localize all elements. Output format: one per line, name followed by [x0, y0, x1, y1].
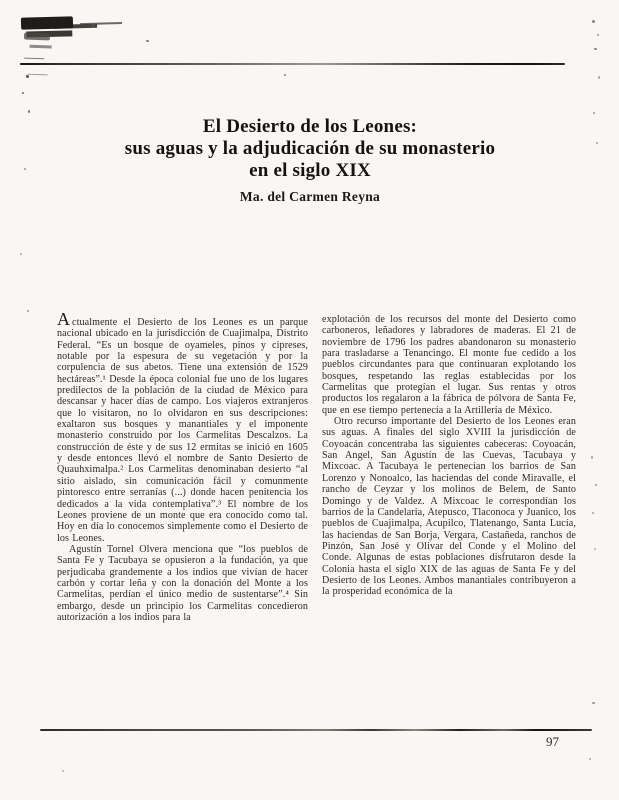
scan-speck [284, 74, 286, 76]
page-number: 97 [546, 734, 559, 749]
scan-speck [28, 110, 30, 113]
paragraph: Actualmente el Desierto de los Leones es un parque nacional ubicado en la jurisdicción de Cuajimalpa, Distrito Federal. “Es un bosque de oyameles, pinos y cipreses, notable por la espesura de su vegetación y por la corpulencia de sus abetos. Tiene una extensión de 1529 hectáreas”.¹ Desde la época colonial fue uno de los lugares predilectos de la población de la ciudad de México para descansar y hacer días de campo. Los viajeros extranjeros que lo visitaron, no lo olvidaron en sus descripciones: exaltaron sus bosques y manantiales y el imponente monasterio construido por los Carmelitas Descalzos. La construcción de éste y de sus 12 ermitas se inició en 1605 y desde entonces llevó el nombre de Santo Desierto de Quauhximalpa.² Los Carmelitas denominaban desierto “al sitio aislado, sin comunicación fácil y comunmente pintoresco entre serranías (...) donde hacen penitencia los dedicados a la vida contemplativa”.³ El nombre de los Leones proviene de un monte que era conocido como tal. Hoy en día lo conocemos simplemente como el Desierto de los Leones. [57, 309, 308, 544]
scan-speck [596, 142, 598, 144]
article-title-line-1: El Desierto de los Leones: [202, 116, 418, 137]
scan-speck [24, 168, 26, 170]
scan-speck [26, 75, 29, 78]
scan-speck [597, 34, 599, 36]
scan-speck [592, 702, 595, 704]
scan-speck [92, 24, 95, 26]
paragraph: Agustín Tornel Olvera menciona que “los pueblos de Santa Fe y Tacubaya se opusieron a la fundación, ya que perjudicaba grandemente a los indios que vivían de hacer carbón y cortar leña y con la donación del Monte a los Carmelitas, perdían el único medio de sustentarse”.⁴ Sin embargo, desde un principio los Carmelitas concedieron autorización a los indios para la [57, 543, 308, 623]
scan-speck [594, 548, 596, 550]
scan-speck [591, 456, 593, 459]
scan-speck [20, 253, 22, 255]
scan-ink-blob [21, 16, 73, 29]
article-title-line-3: en el siglo XIX [249, 160, 371, 181]
paragraph: Otro recurso importante del Desierto de los Leones eran sus aguas. A finales del siglo XVIII la jurisdicción de Coyoacán concentraba las siguientes cabeceras: Coyoacán, San Angel, San Agustín de las Cuevas, Tacubaya y Mixcoac. A Tacubaya le pertenecían los barrios de San Lorenzo y Nonoalco, las haciendas del conde Miravalle, el rancho de Ceyzar y los molinos de Belem, de Santo Domingo y de Valdez. A Mixcoac le correspondían los barrios de la Candelaria, Atepusco, Tlaconoca y Juanico, los pueblos de Cuajimalpa, Acupilco, Tlatenango, Santa Lucía, las haciendas de San Borja, Vergara, Castañeda, ranchos de Pinzón, San José y Olivar del Conde y el Molino del Conde. Algunas de estas poblaciones disfrutaron desde la Colonia hasta el siglo XIX de las aguas de Santa Fe y del Desierto de los Leones. Ambos manantiales contribuyeron a la prosperidad económica de la [322, 416, 576, 598]
article-title-line-2: sus aguas y la adjudicación de su monasterio [124, 138, 496, 159]
scan-speck [592, 512, 594, 514]
scan-speck [62, 770, 64, 772]
article-author: Ma. del Carmen Reyna [239, 189, 381, 204]
scan-speck [146, 40, 149, 42]
article-title [30, 116, 590, 182]
footer-rule [40, 729, 592, 731]
scan-speck [589, 758, 591, 760]
left-column [57, 309, 308, 623]
scan-speck [594, 48, 597, 50]
right-column [322, 314, 576, 598]
scan-speck [595, 484, 597, 486]
paragraph: explotación de los recursos del monte del Desierto como carboneros, leñadores y labradores de maderas. El 21 de noviembre de 1796 los padres abandonaron su monasterio para trasladarse a Tenancingo. El monte fue cedido a los pueblos circundantes para que continuaran explotando los bosques, respetando las reglas establecidas por los Carmelitas que protegían el lugar. Sus rentas y otros productos los regalaron a la fábrica de pólvora de Santa Fe, que en ese tiempo pertenecía a la Artillería de México. [322, 314, 576, 416]
scan-speck [592, 20, 595, 23]
scan-ink-smudge [24, 33, 50, 41]
scan-speck [27, 310, 29, 312]
scan-speck [598, 76, 600, 79]
scan-scratch-line [20, 63, 565, 65]
scan-speck [593, 112, 595, 114]
scan-speck [22, 92, 24, 94]
